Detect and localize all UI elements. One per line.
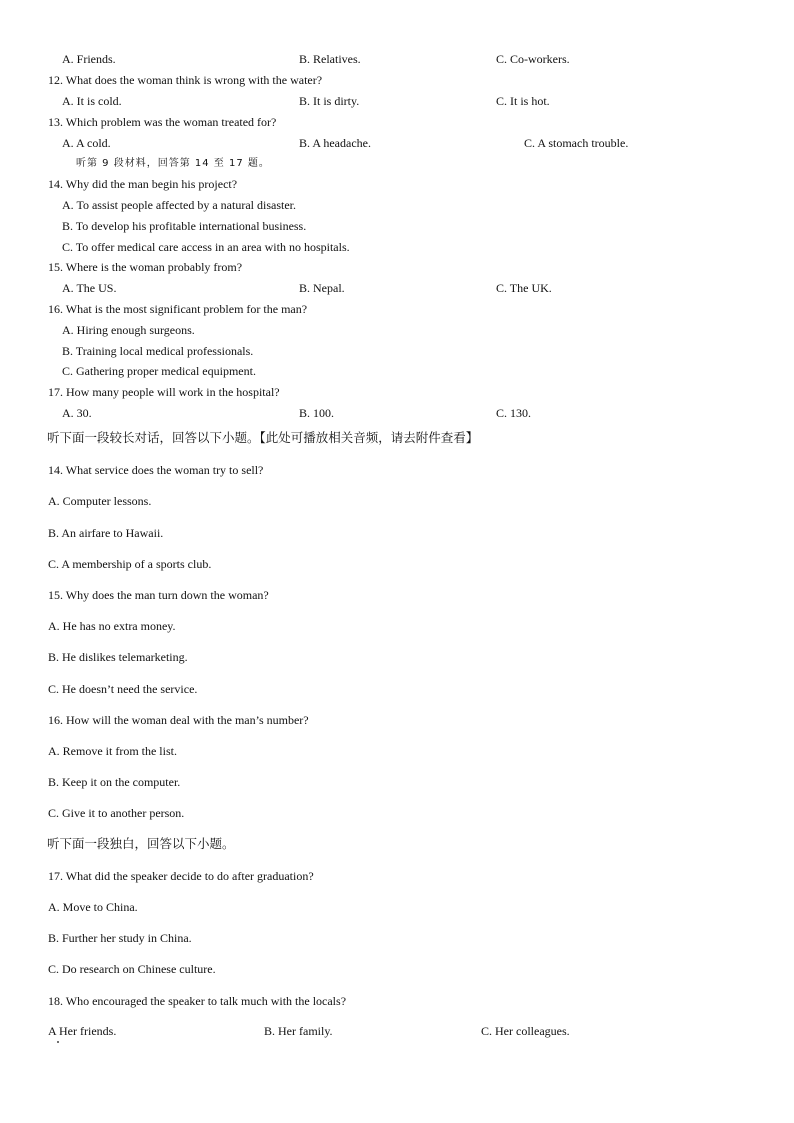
q11-option-c: C. Co-workers.: [496, 52, 570, 66]
q12-option-c: C. It is hot.: [496, 94, 550, 108]
q18-option-b: B. Her family.: [264, 1024, 333, 1038]
q18-stem: 18. Who encouraged the speaker to talk much with the locals?: [48, 994, 347, 1008]
q11-option-b: B. Relatives.: [299, 52, 361, 66]
q17a-option-a: A. 30.: [62, 406, 92, 420]
q16b-option-a: A. Remove it from the list.: [48, 744, 177, 758]
q16a-option-c: C. Gathering proper medical equipment.: [62, 364, 256, 378]
q16a-option-b: B. Training local medical professionals.: [62, 344, 254, 358]
monologue-header: 听下面一段独白，回答以下小题。: [47, 836, 235, 851]
q12-option-a: A. It is cold.: [62, 94, 122, 108]
q15b-stem: 15. Why does the man turn down the woman?: [48, 588, 269, 602]
q16b-option-c: C. Give it to another person.: [48, 806, 185, 820]
q15a-option-a: A. The US.: [62, 281, 117, 295]
section-9-header: 听第 9 段材料，回答第 14 至 17 题。: [76, 158, 270, 169]
q14a-option-b: B. To develop his profitable international business.: [62, 219, 307, 233]
q15a-option-b: B. Nepal.: [299, 281, 345, 295]
q15b-option-b: B. He dislikes telemarketing.: [48, 650, 188, 664]
q14b-stem: 14. What service does the woman try to sell?: [48, 463, 264, 477]
q12-stem: 12. What does the woman think is wrong with the water?: [48, 73, 323, 87]
q14a-stem: 14. Why did the man begin his project?: [48, 177, 238, 191]
q17a-option-c: C. 130.: [496, 406, 532, 420]
q17b-option-b: B. Further her study in China.: [48, 931, 192, 945]
q13-option-c: C. A stomach trouble.: [524, 136, 629, 150]
q17b-option-c: C. Do research on Chinese culture.: [48, 962, 216, 976]
q15b-option-a: A. He has no extra money.: [48, 619, 176, 633]
q14b-option-a: A. Computer lessons.: [48, 494, 152, 508]
q15a-option-c: C. The UK.: [496, 281, 552, 295]
q17b-stem: 17. What did the speaker decide to do after graduation?: [48, 869, 314, 883]
q12-option-b: B. It is dirty.: [299, 94, 360, 108]
q13-option-a: A. A cold.: [62, 136, 111, 150]
q13-stem: 13. Which problem was the woman treated for?: [48, 115, 277, 129]
q16b-stem: 16. How will the woman deal with the man’s number?: [48, 713, 309, 727]
q13-option-b: B. A headache.: [299, 136, 371, 150]
q11-option-a: A. Friends.: [62, 52, 116, 66]
q14a-option-a: A. To assist people affected by a natural disaster.: [62, 198, 296, 212]
q17a-stem: 17. How many people will work in the hospital?: [48, 385, 280, 399]
q14a-option-c: C. To offer medical care access in an area with no hospitals.: [62, 240, 350, 254]
q15a-stem: 15. Where is the woman probably from?: [48, 260, 243, 274]
q17a-option-b: B. 100.: [299, 406, 335, 420]
q18-option-c: C. Her colleagues.: [481, 1024, 570, 1038]
q16a-option-a: A. Hiring enough surgeons.: [62, 323, 195, 337]
q15b-option-c: C. He doesn’t need the service.: [48, 682, 198, 696]
q16b-option-b: B. Keep it on the computer.: [48, 775, 181, 789]
q18-option-a: A Her friends.: [48, 1024, 117, 1038]
q16a-stem: 16. What is the most significant problem for the man?: [48, 302, 308, 316]
q17b-option-a: A. Move to China.: [48, 900, 138, 914]
q14b-option-b: B. An airfare to Hawaii.: [48, 526, 164, 540]
q14b-option-c: C. A membership of a sports club.: [48, 557, 212, 571]
long-dialog-header: 听下面一段较长对话，回答以下小题。【此处可播放相关音频，请去附件查看】: [47, 430, 479, 445]
paragraph-mark: [57, 1041, 59, 1043]
